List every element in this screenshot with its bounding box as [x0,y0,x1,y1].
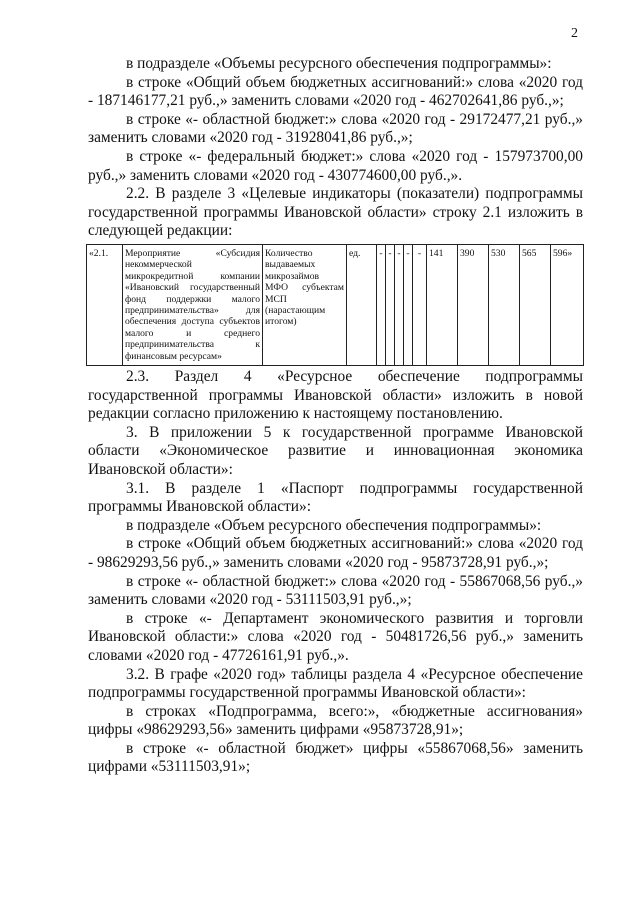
paragraph: 2.3. Раздел 4 «Ресурсное обеспечение подпрограммы государственной программы Ивановской области» изложить в новой редакции согласно приложению к настоящему постановлению. [88,368,583,423]
value-cell: - [386,244,395,365]
event-cell: Мероприятие «Субсидия некоммерческой микрокредитной компании «Ивановский государственный фонд поддержки малого предпринимательства» для обеспечения доступа субъектов малого и среднего предпринимательства к финансовым ресурсам» [123,244,263,365]
paragraph: в строке «- Департамент экономического развития и торговли Ивановской области:» слова «2020 год - 50481726,56 руб.,» заменить словами «2020 год - 47726161,91 руб.,». [88,609,583,664]
paragraph: в подразделе «Объем ресурсного обеспечения подпрограммы»: [126,516,542,534]
paragraph: 3.1. В разделе 1 «Паспорт подпрограммы государственной программы Ивановской области»: [88,479,583,516]
unit-cell: ед. [347,244,377,365]
paragraph: 2.2. В разделе 3 «Целевые индикаторы (показатели) подпрограммы государственной программы Ивановской области» строку 2.1 изложить в следующей редакции: [88,185,583,240]
paragraph: в строке «Общий объем бюджетных ассигнований:» слова «2020 год - 187146177,21 руб.,» заменить словами «2020 год - 462702641,86 руб.,»; [88,73,583,110]
paragraph: 3.2. В графе «2020 год» таблицы раздела 4 «Ресурсное обеспечение подпрограммы государственной программы Ивановской области»: [88,665,583,702]
paragraph: в строках «Подпрограмма, всего:», «бюджетные ассигнования» цифры «98629293,56» заменить цифрами «95873728,91»; [88,702,583,739]
row-number-cell: «2.1. [87,244,123,365]
value-cell: 141 [427,244,458,365]
paragraph: в строке «- областной бюджет:» слова «2020 год - 29172477,21 руб.,» заменить словами «2020 год - 31928041,86 руб.,»; [88,110,583,147]
paragraph: в подразделе «Объемы ресурсного обеспечения подпрограммы»: [126,55,552,72]
value-cell: - [395,244,404,365]
indicator-cell: Количество выдаваемых микрозаймов МФО субъектам МСП (нарастающим итогом) [263,244,347,365]
paragraph: в строке «Общий объем бюджетных ассигнований:» слова «2020 год - 98629293,56 руб.,» заменить словами «2020 год - 95873728,91 руб.,»; [88,535,583,571]
paragraph: в строке «- федеральный бюджет:» слова «2020 год - 157973700,00 руб.,» заменить словами «2020 год - 430774600,00 руб.,». [88,147,583,184]
value-cell: 596» [551,244,584,365]
table-row [87,244,584,365]
paragraph: в строке «- областной бюджет:» слова «2020 год - 55867068,56 руб.,» заменить словами «2020 год - 53111503,91 руб.,»; [88,572,583,609]
paragraph: 3. В приложении 5 к государственной программе Ивановской области «Экономическое развитие и инновационная экономика Ивановской области»: [88,423,583,478]
value-cell: - [404,244,413,365]
value-cell: - [377,244,386,365]
paragraph: в строке «- областной бюджет» цифры «55867068,56» заменить цифрами «53111503,91»; [88,739,583,776]
document-body [88,55,583,777]
value-cell: 390 [458,244,489,365]
value-cell: - [413,244,427,365]
value-cell: 565 [520,244,551,365]
page-number: 2 [571,26,578,41]
indicator-table [86,244,584,366]
value-cell: 530 [489,244,520,365]
